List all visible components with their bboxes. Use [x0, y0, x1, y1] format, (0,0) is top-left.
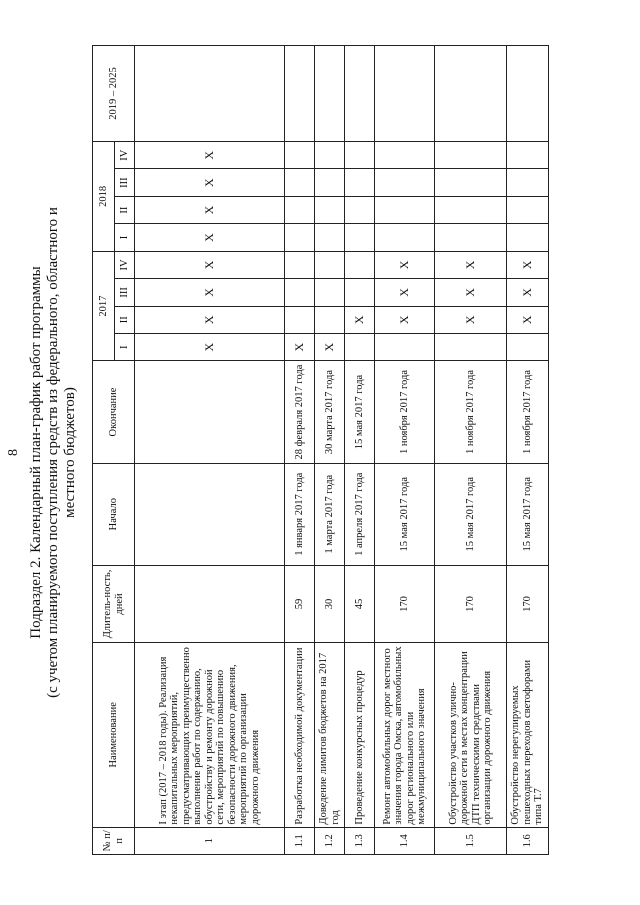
empty-period-cell: [285, 251, 315, 278]
header-name: Наименование: [93, 643, 135, 827]
row-duration-cell: 30: [315, 565, 345, 642]
schedule-table: [92, 45, 549, 855]
empty-period-cell: [315, 279, 345, 306]
x-mark-cell: Х: [345, 306, 375, 333]
empty-period-cell: [345, 251, 375, 278]
row-num-cell: 1.5: [435, 827, 507, 854]
empty-period-cell: [345, 333, 375, 360]
x-mark-cell: Х: [435, 306, 507, 333]
row-name-cell: Разработка необходимой документации: [285, 643, 315, 827]
row-duration-cell: 170: [435, 565, 507, 642]
row-duration-cell: 170: [507, 565, 549, 642]
empty-period-cell: [285, 196, 315, 223]
x-mark-cell: Х: [285, 333, 315, 360]
empty-period-cell: [507, 196, 549, 223]
x-mark-cell: Х: [135, 142, 285, 169]
empty-period-cell: [315, 196, 345, 223]
x-mark-cell: Х: [435, 251, 507, 278]
row-end-cell: [135, 361, 285, 463]
row-end-cell: 28 февраля 2017 года: [285, 361, 315, 463]
table-row: [375, 46, 435, 855]
x-mark-cell: Х: [435, 279, 507, 306]
row-duration-cell: 45: [345, 565, 375, 642]
empty-period-cell: [435, 46, 507, 142]
empty-period-cell: [375, 333, 435, 360]
header-end: Окончание: [93, 361, 135, 463]
empty-period-cell: [375, 196, 435, 223]
x-mark-cell: Х: [135, 279, 285, 306]
row-num-cell: 1.3: [345, 827, 375, 854]
row-name-cell: Доведение лимитов бюджетов на 2017 год: [315, 643, 345, 827]
empty-period-cell: [285, 142, 315, 169]
row-end-cell: 1 ноября 2017 года: [375, 361, 435, 463]
empty-period-cell: [345, 224, 375, 251]
row-start-cell: 15 мая 2017 года: [375, 463, 435, 565]
header-quarter: III: [115, 279, 135, 306]
empty-period-cell: [315, 306, 345, 333]
heading-line-2: (с учетом планируемого поступления средств из федерального, областного и: [45, 207, 61, 698]
x-mark-cell: Х: [507, 251, 549, 278]
header-duration: Длитель-ность, дней: [93, 565, 135, 642]
header-year-2019-2025: 2019 – 2025: [93, 46, 135, 142]
empty-period-cell: [285, 169, 315, 196]
row-num-cell: 1: [135, 827, 285, 854]
page-number: 8: [6, 449, 21, 456]
header-quarter: III: [115, 169, 135, 196]
empty-period-cell: [435, 169, 507, 196]
empty-period-cell: [375, 169, 435, 196]
empty-period-cell: [435, 142, 507, 169]
row-end-cell: 30 марта 2017 года: [315, 361, 345, 463]
row-num-cell: 1.6: [507, 827, 549, 854]
empty-period-cell: [345, 169, 375, 196]
empty-period-cell: [285, 306, 315, 333]
header-quarter: IV: [115, 142, 135, 169]
empty-period-cell: [345, 196, 375, 223]
row-start-cell: 1 марта 2017 года: [315, 463, 345, 565]
empty-period-cell: [285, 46, 315, 142]
row-end-cell: 15 мая 2017 года: [345, 361, 375, 463]
empty-period-cell: [375, 224, 435, 251]
empty-period-cell: [345, 46, 375, 142]
row-duration-cell: 59: [285, 565, 315, 642]
x-mark-cell: Х: [135, 196, 285, 223]
header-quarter: I: [115, 333, 135, 360]
x-mark-cell: Х: [375, 251, 435, 278]
row-name-cell: I этап (2017 – 2018 годы). Реализация некапитальных мероприятий, предусматривающих преимущественно выполнение работ по содержанию, обустройству и ремонту дорожной сети, мероприятий по повышению безопасности дорожного движения, мероприятий по организации дорожного движения: [135, 643, 285, 827]
empty-period-cell: [375, 142, 435, 169]
empty-period-cell: [285, 224, 315, 251]
row-start-cell: [135, 463, 285, 565]
x-mark-cell: Х: [135, 333, 285, 360]
header-quarter: II: [115, 196, 135, 223]
empty-period-cell: [315, 251, 345, 278]
empty-period-cell: [315, 142, 345, 169]
empty-period-cell: [345, 142, 375, 169]
empty-period-cell: [507, 46, 549, 142]
page-heading: [28, 0, 79, 905]
empty-period-cell: [507, 169, 549, 196]
empty-period-cell: [135, 46, 285, 142]
row-start-cell: 15 мая 2017 года: [507, 463, 549, 565]
heading-line-3: местного бюджетов): [62, 387, 78, 518]
empty-period-cell: [315, 224, 345, 251]
header-quarter: II: [115, 306, 135, 333]
x-mark-cell: Х: [135, 306, 285, 333]
empty-period-cell: [315, 169, 345, 196]
row-num-cell: 1.4: [375, 827, 435, 854]
table-row: [507, 46, 549, 855]
header-year-2017: 2017: [93, 251, 115, 361]
header-quarter: IV: [115, 251, 135, 278]
row-name-cell: Проведение конкурсных процедур: [345, 643, 375, 827]
x-mark-cell: Х: [135, 169, 285, 196]
x-mark-cell: Х: [375, 306, 435, 333]
table-row: [135, 46, 285, 855]
x-mark-cell: Х: [135, 224, 285, 251]
empty-period-cell: [507, 224, 549, 251]
empty-period-cell: [345, 279, 375, 306]
row-start-cell: 1 апреля 2017 года: [345, 463, 375, 565]
row-name-cell: Обустройство нерегулируемых пешеходных переходов светофорами типа Т.7: [507, 643, 549, 827]
heading-line-1: Подраздел 2. Календарный план-график работ программы: [28, 266, 44, 639]
row-duration-cell: [135, 565, 285, 642]
empty-period-cell: [315, 46, 345, 142]
row-name-cell: Ремонт автомобильных дорог местного значения города Омска, автомобильных дорог регионального или межмуниципального значения: [375, 643, 435, 827]
row-num-cell: 1.1: [285, 827, 315, 854]
row-duration-cell: 170: [375, 565, 435, 642]
table-row: [435, 46, 507, 855]
row-num-cell: 1.2: [315, 827, 345, 854]
x-mark-cell: Х: [315, 333, 345, 360]
schedule-body: [135, 46, 549, 855]
row-end-cell: 1 ноября 2017 года: [435, 361, 507, 463]
empty-period-cell: [507, 333, 549, 360]
row-start-cell: 15 мая 2017 года: [435, 463, 507, 565]
table-row: [345, 46, 375, 855]
x-mark-cell: Х: [375, 279, 435, 306]
x-mark-cell: Х: [135, 251, 285, 278]
empty-period-cell: [435, 196, 507, 223]
x-mark-cell: Х: [507, 279, 549, 306]
header-num: № п/п: [93, 827, 135, 854]
table-row: [285, 46, 315, 855]
row-name-cell: Обустройство участков улично-дорожной сети в местах концентрации ДТП техническими средствами организации дорожного движения: [435, 643, 507, 827]
header-quarter: I: [115, 224, 135, 251]
row-end-cell: 1 ноября 2017 года: [507, 361, 549, 463]
row-start-cell: 1 января 2017 года: [285, 463, 315, 565]
header-year-2018: 2018: [93, 142, 115, 252]
empty-period-cell: [435, 224, 507, 251]
table-row: [315, 46, 345, 855]
empty-period-cell: [435, 333, 507, 360]
x-mark-cell: Х: [507, 306, 549, 333]
empty-period-cell: [375, 46, 435, 142]
empty-period-cell: [285, 279, 315, 306]
empty-period-cell: [507, 142, 549, 169]
header-start: Начало: [93, 463, 135, 565]
